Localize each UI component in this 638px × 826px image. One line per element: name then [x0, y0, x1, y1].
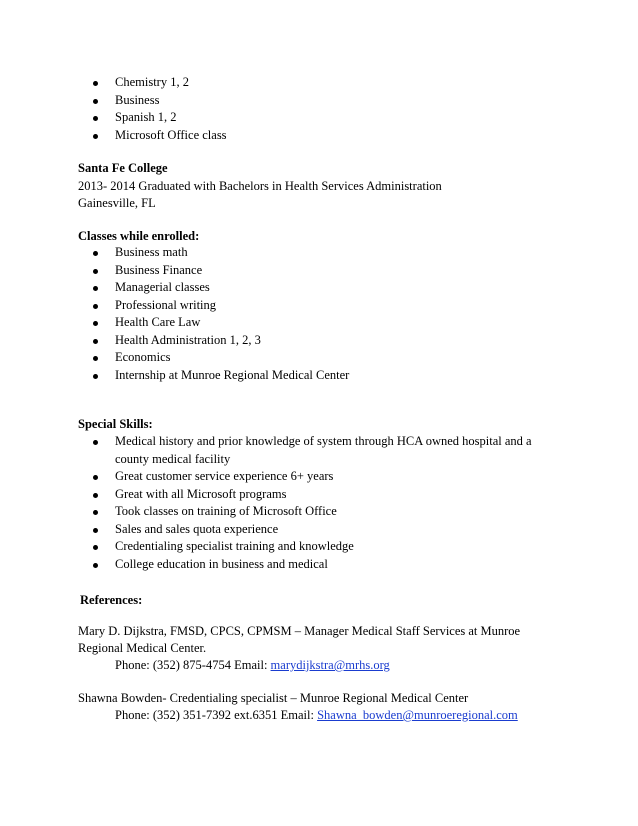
list-item: College education in business and medical [0, 556, 638, 574]
college-name: Santa Fe College [78, 161, 168, 175]
list-item: Credentialing specialist training and knowledge [0, 538, 638, 556]
reference-1-line-1: Mary D. Dijkstra, FMSD, CPCS, CPMSM – Manager Medical Staff Services at Munroe [78, 624, 521, 638]
list-item: Great customer service experience 6+ years [0, 468, 638, 486]
list-item: Spanish 1, 2 [0, 109, 638, 127]
classes-list [0, 244, 638, 384]
top-course-list [0, 74, 638, 144]
list-item: Business Finance [0, 262, 638, 280]
list-item: Health Care Law [0, 314, 638, 332]
reference-2-line-1: Shawna Bowden- Credentialing specialist – Munroe Regional Medical Center [78, 691, 469, 705]
list-item: Medical history and prior knowledge of system through HCA owned hospital and a county medical facility [0, 433, 638, 468]
reference-1-phone: Phone: (352) 875-4754 Email: [115, 658, 268, 672]
list-item: Internship at Munroe Regional Medical Center [0, 367, 638, 385]
classes-heading: Classes while enrolled: [78, 229, 200, 243]
reference-1-email-link[interactable]: marydijkstra@mrhs.org [270, 658, 390, 672]
list-item: Microsoft Office class [0, 127, 638, 145]
list-item: Health Administration 1, 2, 3 [0, 332, 638, 350]
skills-list [0, 433, 638, 573]
list-item: Great with all Microsoft programs [0, 486, 638, 504]
skills-heading: Special Skills: [78, 417, 153, 431]
list-item: Managerial classes [0, 279, 638, 297]
list-item: Chemistry 1, 2 [0, 74, 638, 92]
references-heading: References: [80, 593, 143, 607]
reference-1-line-2: Regional Medical Center. [78, 641, 207, 655]
reference-2-email-link[interactable]: Shawna_bowden@munroeregional.com [317, 708, 518, 722]
list-item: Professional writing [0, 297, 638, 315]
reference-1-contact [115, 657, 390, 675]
list-item: Took classes on training of Microsoft Office [0, 503, 638, 521]
list-item: Business [0, 92, 638, 110]
list-item: Economics [0, 349, 638, 367]
college-location: Gainesville, FL [78, 196, 156, 210]
reference-2-phone: Phone: (352) 351-7392 ext.6351 Email: [115, 708, 314, 722]
list-item: Business math [0, 244, 638, 262]
reference-2-contact [115, 707, 518, 725]
degree-line: 2013- 2014 Graduated with Bachelors in Health Services Administration [78, 179, 442, 193]
list-item: Sales and sales quota experience [0, 521, 638, 539]
